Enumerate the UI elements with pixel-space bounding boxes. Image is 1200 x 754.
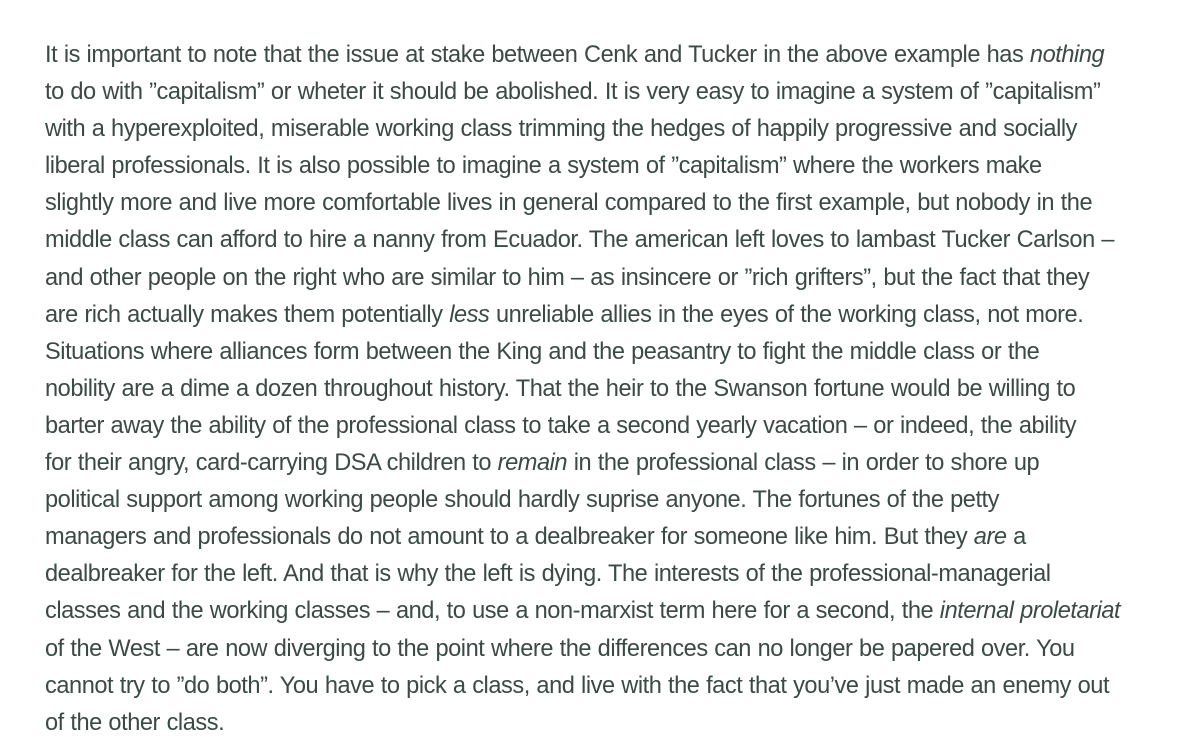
paragraph-line [45, 482, 1170, 519]
paragraph-line [45, 556, 1170, 593]
emphasized-text: nothing [1029, 42, 1105, 68]
text-run: Situations where alliances form between the King and the peasantry to fight the middle class or the [45, 338, 1040, 365]
text-run: unreliable allies in the eyes of the working class, not more. [489, 301, 1084, 328]
emphasized-text: remain [497, 450, 568, 477]
text-run: a [1006, 524, 1026, 551]
text-run: barter away the ability of the professional class to take a second yearly vacation – or indeed, the ability [45, 412, 1077, 439]
paragraph-line [45, 74, 1170, 111]
paragraph-line [45, 593, 1170, 630]
text-run: of the West – are now diverging to the point where the differences can no longer be papered over. You [45, 635, 1075, 662]
text-run: It is important to note that the issue at stake between Cenk and Tucker in the above example has [45, 42, 1030, 68]
paragraph-line [45, 334, 1170, 371]
paragraph-line [45, 705, 1170, 742]
article-paragraph [45, 37, 1170, 742]
paragraph-line [45, 37, 1170, 74]
text-run: with a hyperexploited, miserable working class trimming the hedges of happily progressive and socially [45, 116, 1078, 143]
emphasized-text: are [973, 524, 1007, 551]
text-run: are rich actually makes them potentially [45, 301, 450, 328]
text-run: for their angry, card-carrying DSA children to [45, 450, 498, 477]
paragraph-line [45, 408, 1170, 445]
text-run: middle class can afford to hire a nanny from Ecuador. The american left loves to lambast Tucker Carlson – [45, 227, 1115, 254]
text-run: slightly more and live more comfortable lives in general compared to the first example, but nobody in the [45, 190, 1093, 217]
text-run: cannot try to ”do both”. You have to pick a class, and live with the fact that you’ve just made an enemy out [45, 672, 1110, 699]
text-run: and other people on the right who are similar to him – as insincere or ”rich grifters”, but the fact that they [45, 264, 1090, 291]
paragraph-line [45, 371, 1170, 408]
text-run: classes and the working classes – and, to use a non-marxist term here for a second, the [45, 598, 940, 625]
paragraph-line [45, 148, 1170, 185]
text-run: liberal professionals. It is also possible to imagine a system of ”capitalism” where the workers make [45, 153, 1042, 180]
text-run: nobility are a dime a dozen throughout history. That the heir to the Swanson fortune would be willing to [45, 375, 1076, 402]
paragraph-line [45, 222, 1170, 259]
text-run: in the professional class – in order to shore up [567, 450, 1040, 477]
paragraph-line [45, 519, 1170, 556]
emphasized-text: less [449, 301, 490, 328]
paragraph-line [45, 631, 1170, 668]
text-run: managers and professionals do not amount to a dealbreaker for someone like him. But they [45, 524, 974, 551]
paragraph-line [45, 668, 1170, 705]
text-run: political support among working people should hardly suprise anyone. The fortunes of the petty [45, 487, 999, 514]
paragraph-line [45, 111, 1170, 148]
text-run: to do with ”capitalism” or wheter it should be abolished. It is very easy to imagine a system of ”capitalism” [45, 79, 1101, 106]
text-run: of the other class. [45, 709, 225, 736]
text-run: dealbreaker for the left. And that is why the left is dying. The interests of the professional-managerial [45, 561, 1051, 588]
paragraph-line [45, 445, 1170, 482]
emphasized-text: internal proletariat [939, 598, 1121, 625]
paragraph-line [45, 260, 1170, 297]
paragraph-line [45, 185, 1170, 222]
paragraph-line [45, 297, 1170, 334]
